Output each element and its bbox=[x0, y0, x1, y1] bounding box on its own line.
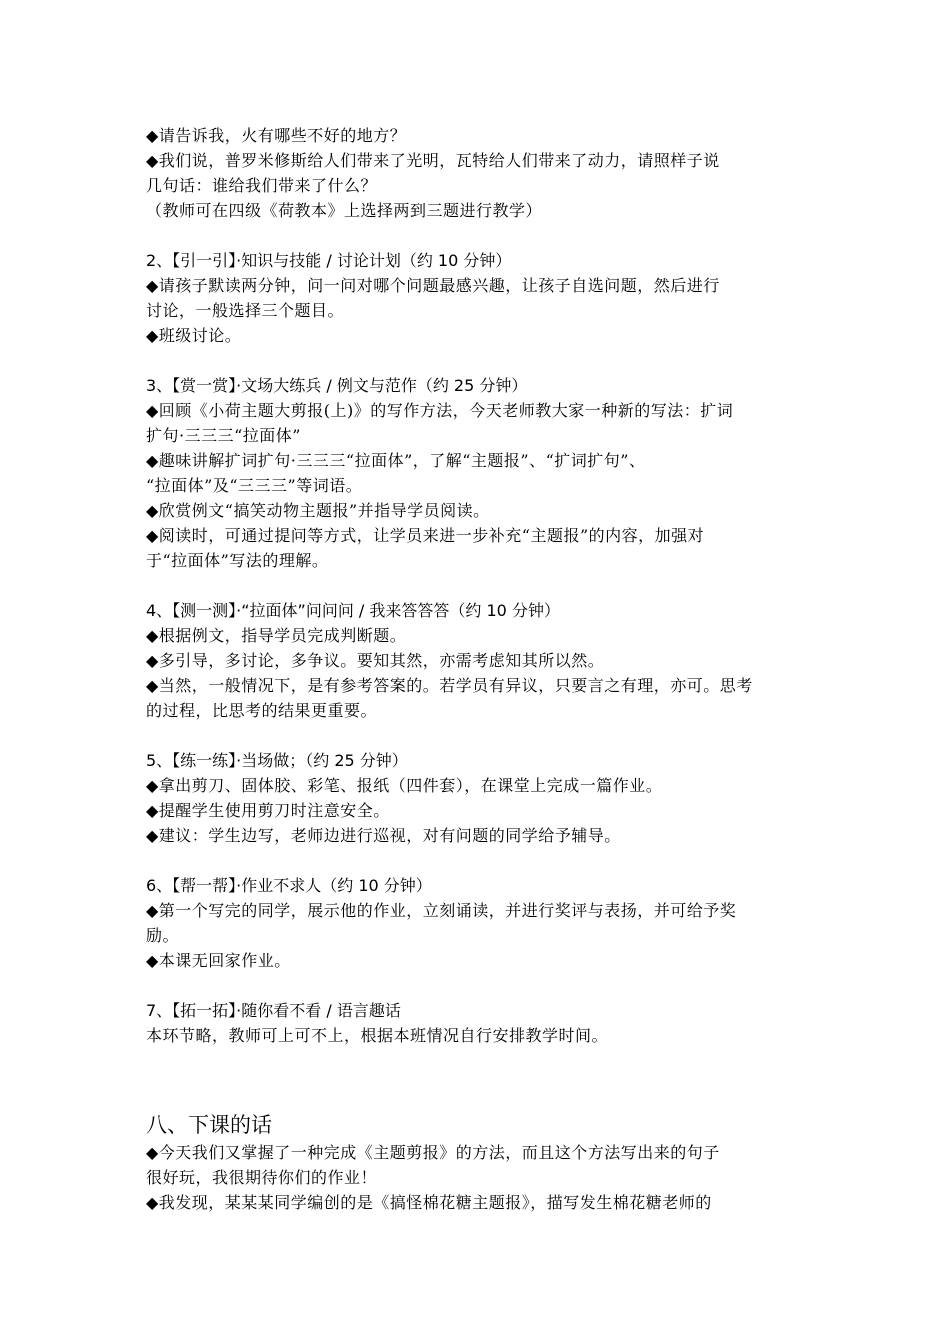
text-line: 几句话：谁给我们带来了什么？ bbox=[146, 176, 378, 195]
text-line: ◆拿出剪刀、固体胶、彩笔、报纸（四件套），在课堂上完成一篇作业。 bbox=[146, 776, 663, 795]
section-5 bbox=[146, 748, 816, 848]
text-line: 的过程，比思考的结果更重要。 bbox=[146, 701, 378, 720]
section-6 bbox=[146, 873, 816, 973]
text-line: 很好玩，我很期待你们的作业！ bbox=[146, 1168, 378, 1187]
text-line: ◆当然，一般情况下，是有参考答案的。若学员有异议，只要言之有理，亦可。思考 bbox=[146, 676, 753, 695]
text-line: （教师可在四级《荷教本》上选择两到三题进行教学） bbox=[146, 201, 543, 220]
section-7 bbox=[146, 998, 816, 1048]
text-line: ◆回顾《小荷主题大剪报(上)》的写作方法，今天老师教大家一种新的写法：扩词 bbox=[146, 401, 734, 420]
section-2 bbox=[146, 248, 816, 348]
section-heading: 3、【赏一赏】·文场大练兵 / 例文与范作（约 25 分钟） bbox=[146, 376, 528, 395]
section-heading: 5、【练一练】·当场做；（约 25 分钟） bbox=[146, 751, 408, 770]
closing-section bbox=[146, 1110, 816, 1215]
text-line: 扩句·三三三“拉面体” bbox=[146, 426, 301, 445]
text-line: ◆我们说，普罗米修斯给人们带来了光明，瓦特给人们带来了动力，请照样子说 bbox=[146, 151, 720, 170]
closing-title: 八、下课的话 bbox=[146, 1113, 272, 1137]
text-line: 励。 bbox=[146, 926, 180, 945]
text-line: ◆多引导，多讨论，多争议。要知其然，亦需考虑知其所以然。 bbox=[146, 651, 605, 670]
text-line: ◆我发现，某某某同学编创的是《搞怪棉花糖主题报》，描写发生棉花糖老师的 bbox=[146, 1193, 712, 1212]
text-line: 讨论，一般选择三个题目。 bbox=[146, 301, 345, 320]
intro-block bbox=[146, 123, 816, 223]
text-line: ◆根据例文，指导学员完成判断题。 bbox=[146, 626, 407, 645]
text-line: ◆请孩子默读两分钟，问一问对哪个问题最感兴趣，让孩子自选问题，然后进行 bbox=[146, 276, 720, 295]
document-page bbox=[146, 123, 816, 1215]
text-line: ◆趣味讲解扩词扩句·三三三“拉面体”，了解“主题报”、“扩词扩句”、 bbox=[146, 451, 646, 470]
section-heading: 6、【帮一帮】·作业不求人（约 10 分钟） bbox=[146, 876, 432, 895]
text-line: ◆提醒学生使用剪刀时注意安全。 bbox=[146, 801, 390, 820]
text-line: ◆今天我们又掌握了一种完成《主题剪报》的方法，而且这个方法写出来的句子 bbox=[146, 1143, 720, 1162]
section-heading: 7、【拓一拓】·随你看不看 / 语言趣话 bbox=[146, 1001, 401, 1020]
text-line: ◆阅读时，可通过提问等方式，让学员来进一步补充“主题报”的内容，加强对 bbox=[146, 526, 705, 545]
text-line: ◆欣赏例文“搞笑动物主题报”并指导学员阅读。 bbox=[146, 501, 490, 520]
text-line: ◆建议：学生边写，老师边进行巡视，对有问题的同学给予辅导。 bbox=[146, 826, 621, 845]
text-line: ◆本课无回家作业。 bbox=[146, 951, 291, 970]
text-line: 于“拉面体”写法的理解。 bbox=[146, 551, 329, 570]
section-heading: 2、【引一引】·知识与技能 / 讨论计划（约 10 分钟） bbox=[146, 251, 512, 270]
text-line: 本环节略，教师可上可不上，根据本班情况自行安排教学时间。 bbox=[146, 1026, 609, 1045]
section-3 bbox=[146, 373, 816, 573]
text-line: ◆第一个写完的同学，展示他的作业，立刻诵读，并进行奖评与表扬，并可给予奖 bbox=[146, 901, 737, 920]
section-heading: 4、【测一测】·“拉面体”问问问 / 我来答答答（约 10 分钟） bbox=[146, 601, 560, 620]
section-4 bbox=[146, 598, 816, 723]
text-line: ◆班级讨论。 bbox=[146, 326, 242, 345]
text-line: “拉面体”及“三三三”等词语。 bbox=[146, 476, 363, 495]
text-line: ◆请告诉我，火有哪些不好的地方？ bbox=[146, 126, 407, 145]
